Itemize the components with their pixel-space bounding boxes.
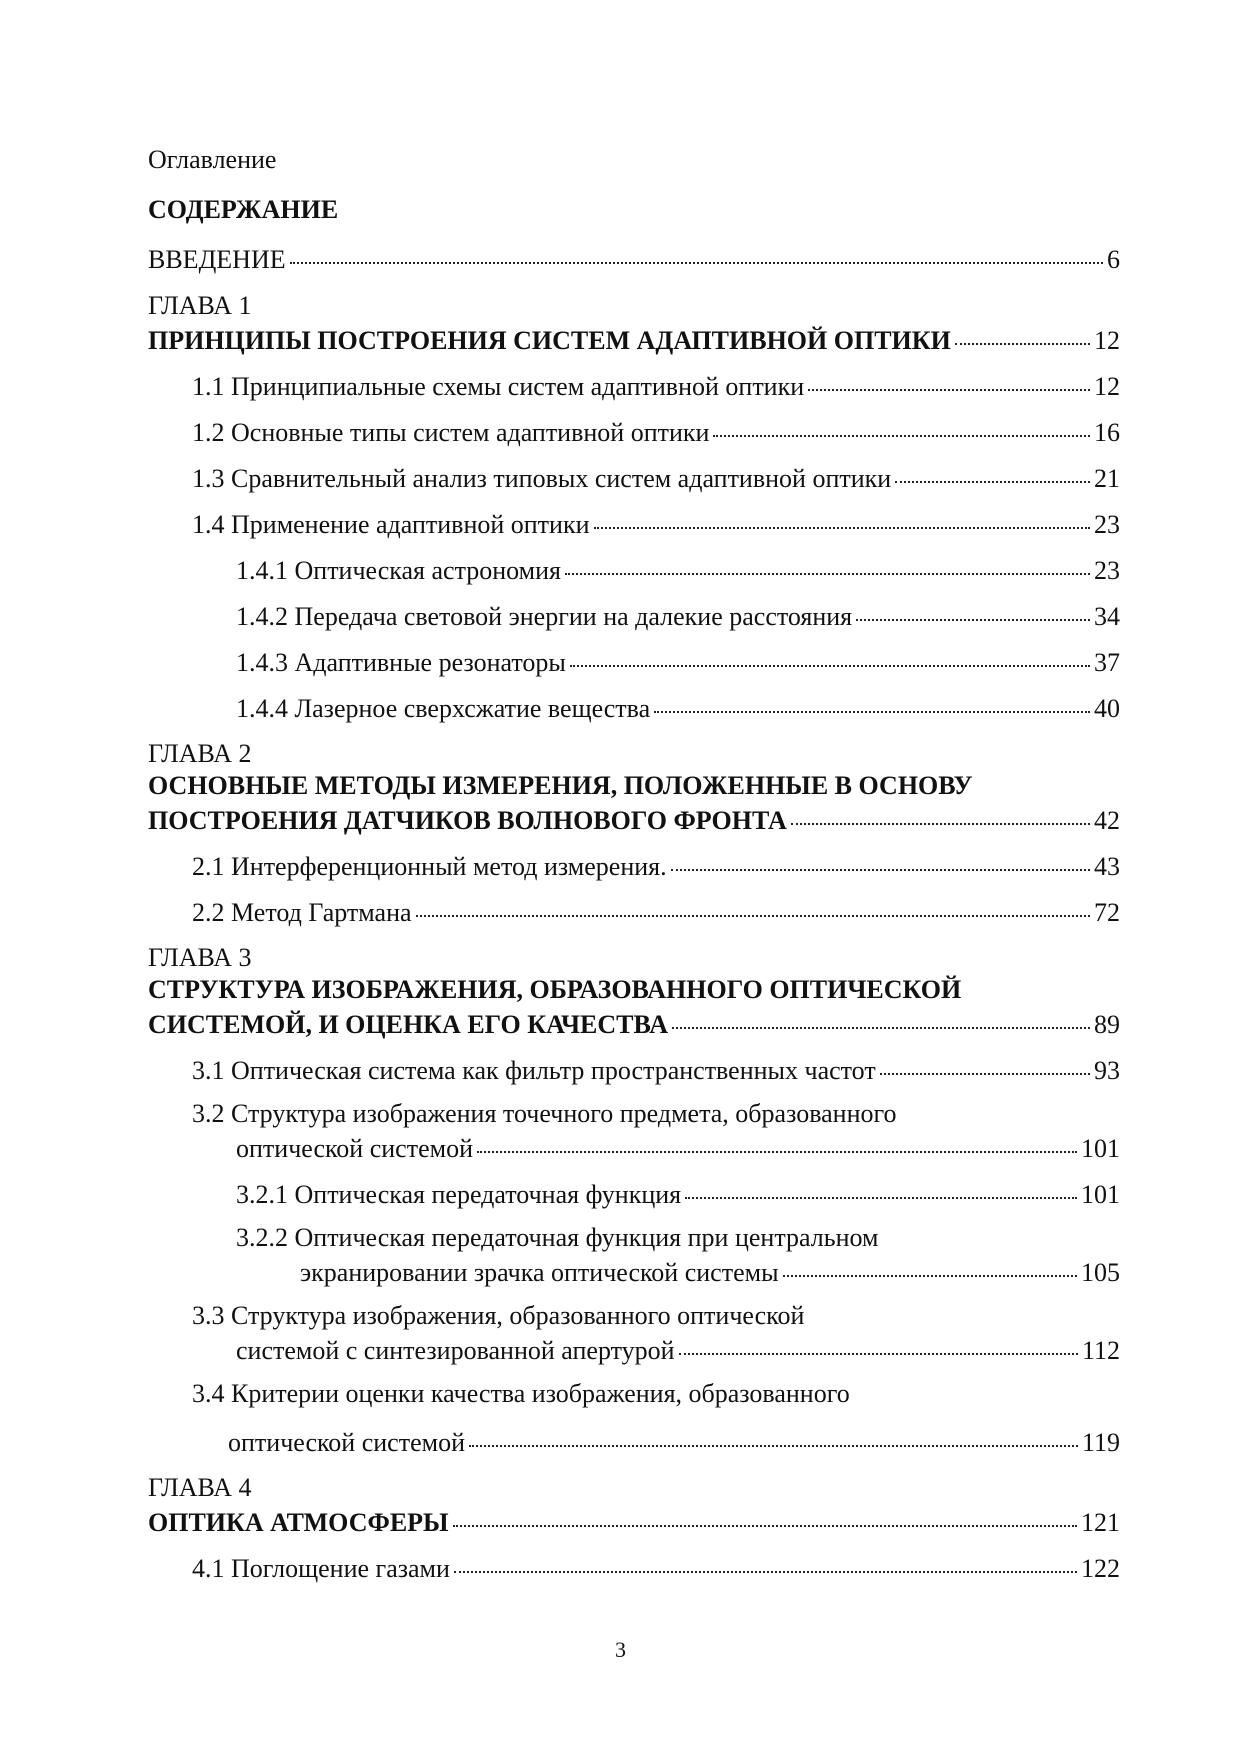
- toc-entry-page: 37: [1094, 648, 1120, 677]
- toc-entry-page: 42: [1094, 806, 1120, 835]
- toc-entry-title: оптической системой: [228, 1428, 465, 1457]
- toc-entry-page: 89: [1094, 1010, 1120, 1039]
- toc-entry-page: 43: [1094, 852, 1120, 881]
- dot-leader: [594, 507, 1090, 533]
- dot-leader: [783, 1255, 1077, 1281]
- toc-entry-1-4-2[interactable]: [236, 599, 1120, 632]
- dot-leader: [808, 369, 1090, 395]
- dot-leader: [469, 1425, 1078, 1451]
- toc-entry-title: 1.3 Сравнительный анализ типовых систем адаптивной оптики: [192, 464, 892, 493]
- toc-entry-page: 23: [1094, 556, 1120, 585]
- toc-entry-title: 3.2.1 Оптическая передаточная функция: [236, 1180, 682, 1209]
- toc-entry-page: 40: [1094, 694, 1120, 723]
- dot-leader: [570, 645, 1090, 671]
- toc-entry-page: 101: [1081, 1134, 1120, 1163]
- page-number: 3: [615, 1637, 626, 1662]
- toc-entry-1-4-4[interactable]: [236, 691, 1120, 724]
- toc-entry-page: 72: [1094, 898, 1120, 927]
- toc-entry-title: 1.4 Применение адаптивной оптики: [192, 510, 590, 539]
- toc-entry-title: 1.1 Принципиальные схемы систем адаптивной оптики: [192, 372, 805, 401]
- toc-entry-page: 119: [1081, 1428, 1120, 1457]
- toc-entry-chapter-4[interactable]: [148, 1505, 1120, 1538]
- dot-leader: [895, 461, 1090, 487]
- toc-entry-title: экранировании зрачка оптической системы: [300, 1258, 779, 1287]
- toc-entry-3-4[interactable]: [228, 1425, 1120, 1458]
- toc-entry-3-3[interactable]: [236, 1333, 1120, 1366]
- toc-entry-3-1[interactable]: [192, 1053, 1120, 1086]
- oglavlenie-heading: Оглавление: [148, 145, 277, 174]
- toc-entry-page: 93: [1094, 1056, 1120, 1085]
- toc-entry-title: 1.4.4 Лазерное сверхсжатие вещества: [236, 694, 651, 723]
- toc-entry-chapter-1[interactable]: [148, 323, 1120, 356]
- dot-leader: [679, 1333, 1078, 1359]
- toc-entry-chapter-3[interactable]: [148, 1007, 1120, 1040]
- toc-entry-1-2[interactable]: [192, 415, 1120, 448]
- toc-entry-page: 112: [1081, 1336, 1120, 1365]
- chapter-3-label: ГЛАВА 3: [148, 943, 252, 972]
- toc-entry-title: 2.2 Метод Гартмана: [192, 898, 412, 927]
- toc-entry-3-2[interactable]: [236, 1131, 1120, 1164]
- toc-entry-page: 21: [1094, 464, 1120, 493]
- toc-entry-page: 12: [1094, 326, 1120, 355]
- toc-entry-3-2-line1: 3.2 Структура изображения точечного предмета, образованного: [192, 1099, 897, 1128]
- chapter-4-label: ГЛАВА 4: [148, 1473, 252, 1502]
- soderzhanie-heading: СОДЕРЖАНИЕ: [148, 195, 339, 224]
- dot-leader: [654, 691, 1090, 717]
- dot-leader: [416, 895, 1090, 921]
- dot-leader: [856, 599, 1090, 625]
- toc-entry-1-4-1[interactable]: [236, 553, 1120, 586]
- toc-entry-3-3-line1: 3.3 Структура изображения, образованного оптической: [192, 1301, 805, 1330]
- dot-leader: [955, 323, 1090, 349]
- toc-entry-page: 122: [1081, 1554, 1120, 1583]
- toc-entry-title: 2.1 Интерференционный метод измерения.: [192, 852, 667, 881]
- toc-entry-3-2-1[interactable]: [236, 1177, 1120, 1210]
- toc-entry-title: системой с синтезированной апертурой: [236, 1336, 675, 1365]
- dot-leader: [713, 415, 1090, 441]
- toc-entry-page: 121: [1081, 1508, 1120, 1537]
- toc-entry-intro[interactable]: [148, 242, 1120, 275]
- toc-entry-4-1[interactable]: [192, 1551, 1120, 1584]
- toc-entry-2-2[interactable]: [192, 895, 1120, 928]
- toc-entry-title: 3.1 Оптическая система как фильтр пространственных частот: [192, 1056, 876, 1085]
- toc-entry-title: 4.1 Поглощение газами: [192, 1554, 450, 1583]
- toc-entry-1-4-3[interactable]: [236, 645, 1120, 678]
- toc-entry-3-2-2-line1: 3.2.2 Оптическая передаточная функция при центральном: [236, 1223, 879, 1252]
- chapter-2-label: ГЛАВА 2: [148, 739, 252, 768]
- toc-entry-3-2-2[interactable]: [300, 1255, 1120, 1288]
- toc-entry-page: 34: [1094, 602, 1120, 631]
- toc-entry-title: 1.4.1 Оптическая астрономия: [236, 556, 562, 585]
- dot-leader: [565, 553, 1090, 579]
- toc-entry-page: 16: [1094, 418, 1120, 447]
- toc-entry-title: ПРИНЦИПЫ ПОСТРОЕНИЯ СИСТЕМ АДАПТИВНОЙ ОПТИКИ: [148, 326, 951, 355]
- dot-leader: [685, 1177, 1077, 1203]
- toc-entry-page: 23: [1094, 510, 1120, 539]
- toc-entry-title: оптической системой: [236, 1134, 473, 1163]
- toc-entry-2-1[interactable]: [192, 849, 1120, 882]
- dot-leader: [453, 1505, 1077, 1531]
- toc-entry-3-4-line1: 3.4 Критерии оценки качества изображения, образованного: [192, 1379, 850, 1408]
- dot-leader: [290, 242, 1103, 268]
- toc-entry-page: 105: [1081, 1258, 1120, 1287]
- toc-entry-title: 1.2 Основные типы систем адаптивной оптики: [192, 418, 710, 447]
- dot-leader: [791, 803, 1090, 829]
- toc-entry-chapter-2[interactable]: [148, 803, 1120, 836]
- toc-entry-title: СИСТЕМОЙ, И ОЦЕНКА ЕГО КАЧЕСТВА: [148, 1010, 668, 1039]
- dot-leader: [671, 849, 1090, 875]
- toc-entry-page: 101: [1081, 1180, 1120, 1209]
- chapter-2-title-line1: ОСНОВНЫЕ МЕТОДЫ ИЗМЕРЕНИЯ, ПОЛОЖЕННЫЕ В ОСНОВУ: [148, 771, 973, 800]
- toc-entry-page: 6: [1107, 245, 1120, 274]
- dot-leader: [880, 1053, 1090, 1079]
- dot-leader: [477, 1131, 1077, 1157]
- dot-leader: [672, 1007, 1090, 1033]
- chapter-3-title-line1: СТРУКТУРА ИЗОБРАЖЕНИЯ, ОБРАЗОВАННОГО ОПТИЧЕСКОЙ: [148, 975, 962, 1004]
- toc-entry-1-1[interactable]: [192, 369, 1120, 402]
- chapter-1-label: ГЛАВА 1: [148, 291, 252, 320]
- dot-leader: [454, 1551, 1077, 1577]
- toc-entry-title: 1.4.2 Передача световой энергии на далекие расстояния: [236, 602, 853, 631]
- toc-entry-title: ОПТИКА АТМОСФЕРЫ: [148, 1508, 449, 1537]
- toc-entry-title: ПОСТРОЕНИЯ ДАТЧИКОВ ВОЛНОВОГО ФРОНТА: [148, 806, 787, 835]
- toc-entry-title: ВВЕДЕНИЕ: [148, 245, 286, 274]
- toc-entry-page: 12: [1094, 372, 1120, 401]
- toc-entry-1-3[interactable]: [192, 461, 1120, 494]
- toc-entry-1-4[interactable]: [192, 507, 1120, 540]
- toc-entry-title: 1.4.3 Адаптивные резонаторы: [236, 648, 566, 677]
